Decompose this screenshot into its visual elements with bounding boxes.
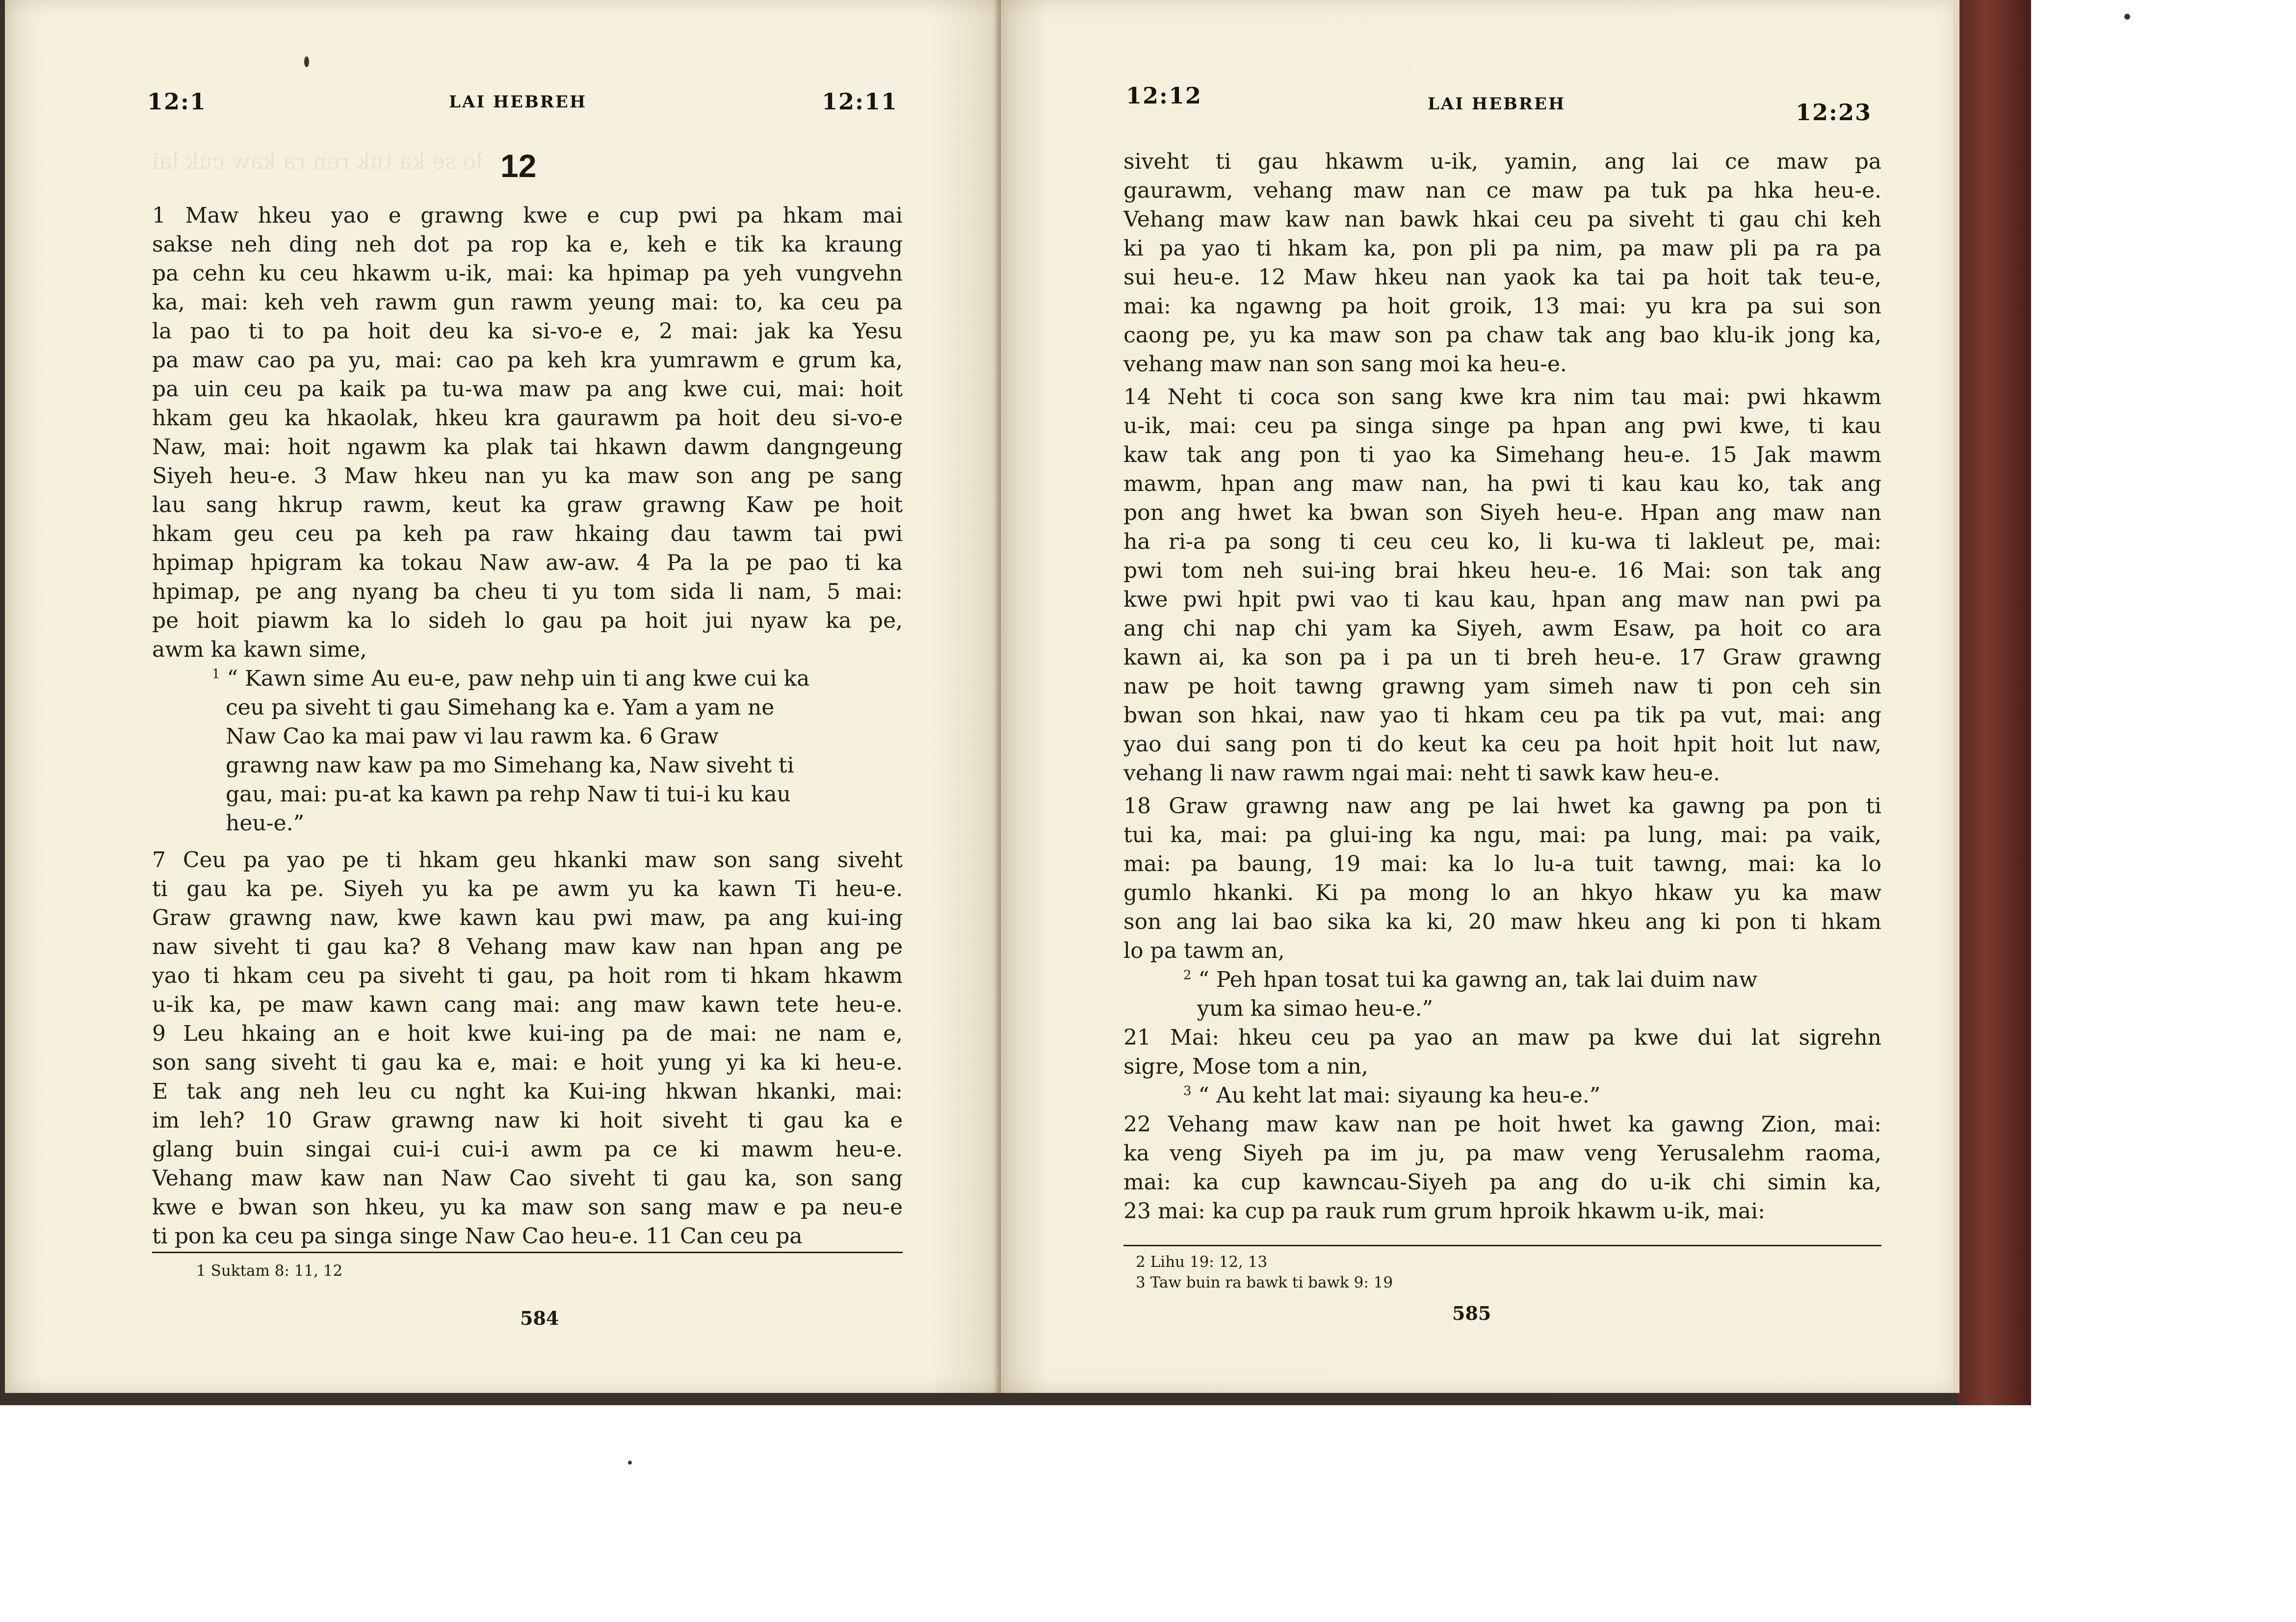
verse-line: u-ik, mai: ceu pa singa singe pa hpan ang pwi kwe, ti kau xyxy=(1123,413,1881,438)
right-verses-a xyxy=(1123,147,1881,379)
verse-line: mai: ka ngawng pa hoit groik, 13 mai: yu kra pa sui son xyxy=(1123,294,1881,319)
verse-line: 1 Maw hkeu yao e grawng kwe e cup pwi pa hkam mai xyxy=(152,203,903,228)
verse-line: vehang li naw rawm ngai mai: neht ti sawk kaw heu-e. xyxy=(1123,761,1720,786)
verse-line: kawn ai, ka son pa i pa un ti breh heu-e. 17 Graw grawng xyxy=(1123,645,1881,670)
verse-line: Siyeh heu-e. 3 Maw hkeu nan yu ka maw son ang pe sang xyxy=(152,463,903,489)
verse-line: son ang lai bao sika ka ki, 20 maw hkeu ang ki pon ti hkam xyxy=(1123,909,1881,934)
verse-line: 21 Mai: hkeu ceu pa yao an maw pa kwe dui lat sigrehn xyxy=(1123,1025,1881,1050)
verse-line: 7 Ceu pa yao pe ti hkam geu hkanki maw son sang siveht xyxy=(152,848,903,873)
left-quote-block xyxy=(152,664,903,838)
verse-line: pa cehn ku ceu hkawm u-ik, mai: ka hpimap pa yeh vungvehn xyxy=(152,261,903,286)
verse-line: ka veng Siyeh pa im ju, pa maw veng Yerusalehm raoma, xyxy=(1123,1141,1881,1166)
verse-line: ki pa yao ti hkam ka, pon pli pa nim, pa maw pli pa ra pa xyxy=(1123,236,1881,261)
verse-line: sakse neh ding neh dot pa rop ka e, keh e tik ka kraung xyxy=(152,232,903,257)
book-cover-edge xyxy=(1957,0,2031,1405)
left-ref-end: 12:11 xyxy=(822,88,898,115)
verse-line: Vehang maw kaw nan Naw Cao siveht ti gau ka, son sang xyxy=(152,1166,903,1191)
footnote-marker: 1 xyxy=(212,667,220,682)
verse-line: pa maw cao pa yu, mai: cao pa keh kra yumrawm e grum ka, xyxy=(152,348,903,373)
scan-speck xyxy=(2124,14,2130,20)
verse-line: ti gau ka pe. Siyeh yu ka pe awm yu ka kawn Ti heu-e. xyxy=(152,876,903,901)
verse-line: E tak ang neh leu cu nght ka Kui-ing hkwan hkanki, mai: xyxy=(152,1079,903,1104)
quote-text: Naw Cao ka mai paw vi lau rawm ka. 6 Graw xyxy=(226,724,719,749)
right-verses-b xyxy=(1123,383,1881,788)
right-quote-block-2 xyxy=(1123,965,1881,1023)
quote-text: “ Au keht lat mai: siyaung ka heu-e.” xyxy=(1198,1083,1601,1108)
verse-line: tui ka, mai: pa glui-ing ka ngu, mai: pa lung, mai: pa vaik, xyxy=(1123,823,1881,848)
right-footnotes xyxy=(1136,1236,1393,1293)
verse-line: mai: ka cup kawncau-Siyeh pa ang do u-ik chi simin ka, xyxy=(1123,1170,1881,1195)
verse-line: hkam geu ka hkaolak, hkeu kra gaurawm pa hoit deu si-vo-e xyxy=(152,406,903,431)
verse-line: glang buin singai cui-i cui-i awm pa ce ki mawm heu-e. xyxy=(152,1137,903,1162)
verse-line: gumlo hkanki. Ki pa mong lo an hkyo hkaw yu ka maw xyxy=(1123,880,1881,905)
left-running-head xyxy=(5,88,1001,123)
right-book-title: LAI HEBREH xyxy=(1428,94,1566,114)
left-ref-start: 12:1 xyxy=(147,88,207,115)
verse-line: pa uin ceu pa kaik pa tu-wa maw pa ang kwe cui, mai: hoit xyxy=(152,377,903,402)
quote-line xyxy=(1197,994,1881,1023)
left-book-title: LAI HEBREH xyxy=(449,92,587,112)
verse-line: ka, mai: keh veh rawm gun rawm yeung mai: to, ka ceu pa xyxy=(152,290,903,315)
quote-line xyxy=(226,693,903,722)
verse-line: yao ti hkam ceu pa siveht ti gau, pa hoit rom ti hkam hkawm xyxy=(152,963,903,988)
right-page xyxy=(1001,0,1957,1393)
verse-line: 22 Vehang maw kaw nan pe hoit hwet ka gawng Zion, mai: xyxy=(1123,1112,1881,1137)
quote-line xyxy=(226,751,903,780)
verse-line: 9 Leu hkaing an e hoit kwe kui-ing pa de mai: ne nam e, xyxy=(152,1021,903,1046)
verse-line: la pao ti to pa hoit deu ka si-vo-e e, 2 mai: jak ka Yesu xyxy=(152,319,903,344)
quote-text: ceu pa siveht ti gau Simehang ka e. Yam a yam ne xyxy=(226,695,775,720)
quote-text: heu-e.” xyxy=(226,811,305,836)
verse-line: vehang maw nan son sang moi ka heu-e. xyxy=(1123,352,1567,377)
right-ref-start: 12:12 xyxy=(1126,82,1202,109)
right-footnote-2: 3 Taw buin ra bawk ti bawk 9: 19 xyxy=(1136,1274,1393,1291)
verse-line: son sang siveht ti gau ka e, mai: e hoit yung yi ka ki heu-e. xyxy=(152,1050,903,1075)
verse-line: 23 mai: ka cup pa rauk rum grum hproik hkawm u-ik, mai: xyxy=(1123,1199,1765,1224)
quote-text: “ Kawn sime Au eu-e, paw nehp uin ti ang kwe cui ka xyxy=(227,666,810,691)
quote-line xyxy=(226,780,903,809)
quote-line xyxy=(1183,1081,1881,1110)
verse-line: 14 Neht ti coca son sang kwe kra nim tau mai: pwi hkawm xyxy=(1123,385,1881,410)
verse-line: ang chi nap chi yam ka Siyeh, awm Esaw, pa hoit co ara xyxy=(1123,616,1881,641)
right-verses-c xyxy=(1123,792,1881,965)
right-running-head xyxy=(1001,82,1957,126)
verse-line: im leh? 10 Graw grawng naw ki hoit siveht ti gau ka e xyxy=(152,1108,903,1133)
verse-line: sui heu-e. 12 Maw hkeu nan yaok ka tai pa hoit tak teu-e, xyxy=(1123,265,1881,290)
verse-line: pwi tom neh sui-ing brai hkeu heu-e. 16 Mai: son tak ang xyxy=(1123,558,1881,583)
verse-line: awm ka kawn sime, xyxy=(152,637,367,662)
quote-text: gau, mai: pu-at ka kawn pa rehp Naw ti tui-i ku kau xyxy=(226,782,791,807)
verse-line: lo pa tawm an, xyxy=(1123,938,1285,963)
verse-line: Graw grawng naw, kwe kawn kau pwi maw, pa ang kui-ing xyxy=(152,905,903,930)
left-page-number: 584 xyxy=(520,1307,559,1329)
footnote-marker: 2 xyxy=(1183,968,1192,983)
left-verses xyxy=(152,201,903,664)
right-verses-d xyxy=(1123,1023,1881,1081)
verse-line: Naw, mai: hoit ngawm ka plak tai hkawn dawm dangngeung xyxy=(152,435,903,460)
verse-line: caong pe, yu ka maw son pa chaw tak ang bao klu-ik jong ka, xyxy=(1123,323,1881,348)
verse-line: hpimap hpigram ka tokau Naw aw-aw. 4 Pa la pe pao ti ka xyxy=(152,550,903,575)
verse-line: lau sang hkrup rawm, keut ka graw grawng Kaw pe hoit xyxy=(152,492,903,517)
verse-line: siveht ti gau hkawm u-ik, yamin, ang lai ce maw pa xyxy=(1123,149,1881,174)
quote-text: grawng naw kaw pa mo Simehang ka, Naw siveht ti xyxy=(226,753,794,778)
quote-text: yum ka simao heu-e.” xyxy=(1197,996,1433,1021)
verse-line: kwe e bwan son hkeu, yu ka maw son sang maw e pa neu-e xyxy=(152,1195,903,1220)
right-ref-end: 12:23 xyxy=(1796,99,1872,126)
footnote-marker: 3 xyxy=(1183,1083,1192,1099)
quote-line xyxy=(226,722,903,751)
right-verses-e xyxy=(1123,1110,1881,1226)
scan-speck xyxy=(628,1461,632,1465)
left-footnote-rule xyxy=(152,1252,903,1253)
verse-line: Vehang maw kaw nan bawk hkai ceu pa siveht ti gau chi keh xyxy=(1123,207,1881,232)
verse-line: u-ik ka, pe maw kawn cang mai: ang maw kawn tete heu-e. xyxy=(152,992,903,1017)
verse-line: kwe pwi hpit pwi vao ti kau kau, hpan ang maw nan pwi pa xyxy=(1123,587,1881,612)
scan-speck xyxy=(304,56,309,67)
verse-line: ti pon ka ceu pa singa singe Naw Cao heu-e. 11 Can ceu pa xyxy=(152,1224,803,1249)
verse-line: naw pe hoit tawng grawng yam simeh naw ti pon ceh sin xyxy=(1123,674,1881,699)
verse-line: mawm, hpan ang maw nan, ha pwi ti kau kau ko, tak ang xyxy=(1123,471,1881,496)
right-body-text xyxy=(1123,147,1881,1226)
quote-text: “ Peh hpan tosat tui ka gawng an, tak lai duim naw xyxy=(1198,967,1758,992)
verse-line: hpimap, pe ang nyang ba cheu ti yu tom sida li nam, 5 mai: xyxy=(152,579,903,604)
right-quote-block-3 xyxy=(1123,1081,1881,1110)
verse-line: ha ri-a pa song ti ceu ceu ko, li ku-wa ti lakleut pe, mai: xyxy=(1123,529,1881,554)
left-body-text xyxy=(152,201,903,1251)
left-page xyxy=(5,0,1001,1393)
verse-line: sigre, Mose tom a nin, xyxy=(1123,1054,1368,1079)
verse-line: kaw tak ang pon ti yao ka Simehang heu-e. 15 Jak mawm xyxy=(1123,442,1881,467)
verse-line: mai: pa baung, 19 mai: ka lo lu-a tuit tawng, mai: ka lo xyxy=(1123,851,1881,876)
show-through-text: lo se ka tuk ren ra kaw cuk lai xyxy=(152,149,483,174)
left-footnote: 1 Suktam 8: 11, 12 xyxy=(196,1262,343,1280)
quote-line xyxy=(226,809,903,838)
right-page-number: 585 xyxy=(1452,1302,1491,1324)
left-verses-continued xyxy=(152,846,903,1251)
quote-line xyxy=(212,664,903,693)
chapter-number: 12 xyxy=(500,148,537,184)
page-edges xyxy=(1953,0,1959,1393)
verse-line: hkam geu ceu pa keh pa raw hkaing dau tawm tai pwi xyxy=(152,521,903,546)
right-footnote-1: 2 Lihu 19: 12, 13 xyxy=(1136,1253,1268,1271)
verse-line: 18 Graw grawng naw ang pe lai hwet ka gawng pa pon ti xyxy=(1123,794,1881,819)
quote-line xyxy=(1183,965,1881,994)
verse-line: naw siveht ti gau ka? 8 Vehang maw kaw nan hpan ang pe xyxy=(152,934,903,959)
verse-line: pe hoit piawm ka lo sideh lo gau pa hoit jui nyaw ka pe, xyxy=(152,608,903,633)
verse-line: yao dui sang pon ti do keut ka ceu pa hoit hpit hoit lut naw, xyxy=(1123,732,1881,757)
verse-line: gaurawm, vehang maw nan ce maw pa tuk pa hka heu-e. xyxy=(1123,178,1881,203)
verse-line: bwan son hkai, naw yao ti hkam ceu pa tik pa vut, mai: ang xyxy=(1123,703,1881,728)
verse-line: pon ang hwet ka bwan son Siyeh heu-e. Hpan ang maw nan xyxy=(1123,500,1881,525)
